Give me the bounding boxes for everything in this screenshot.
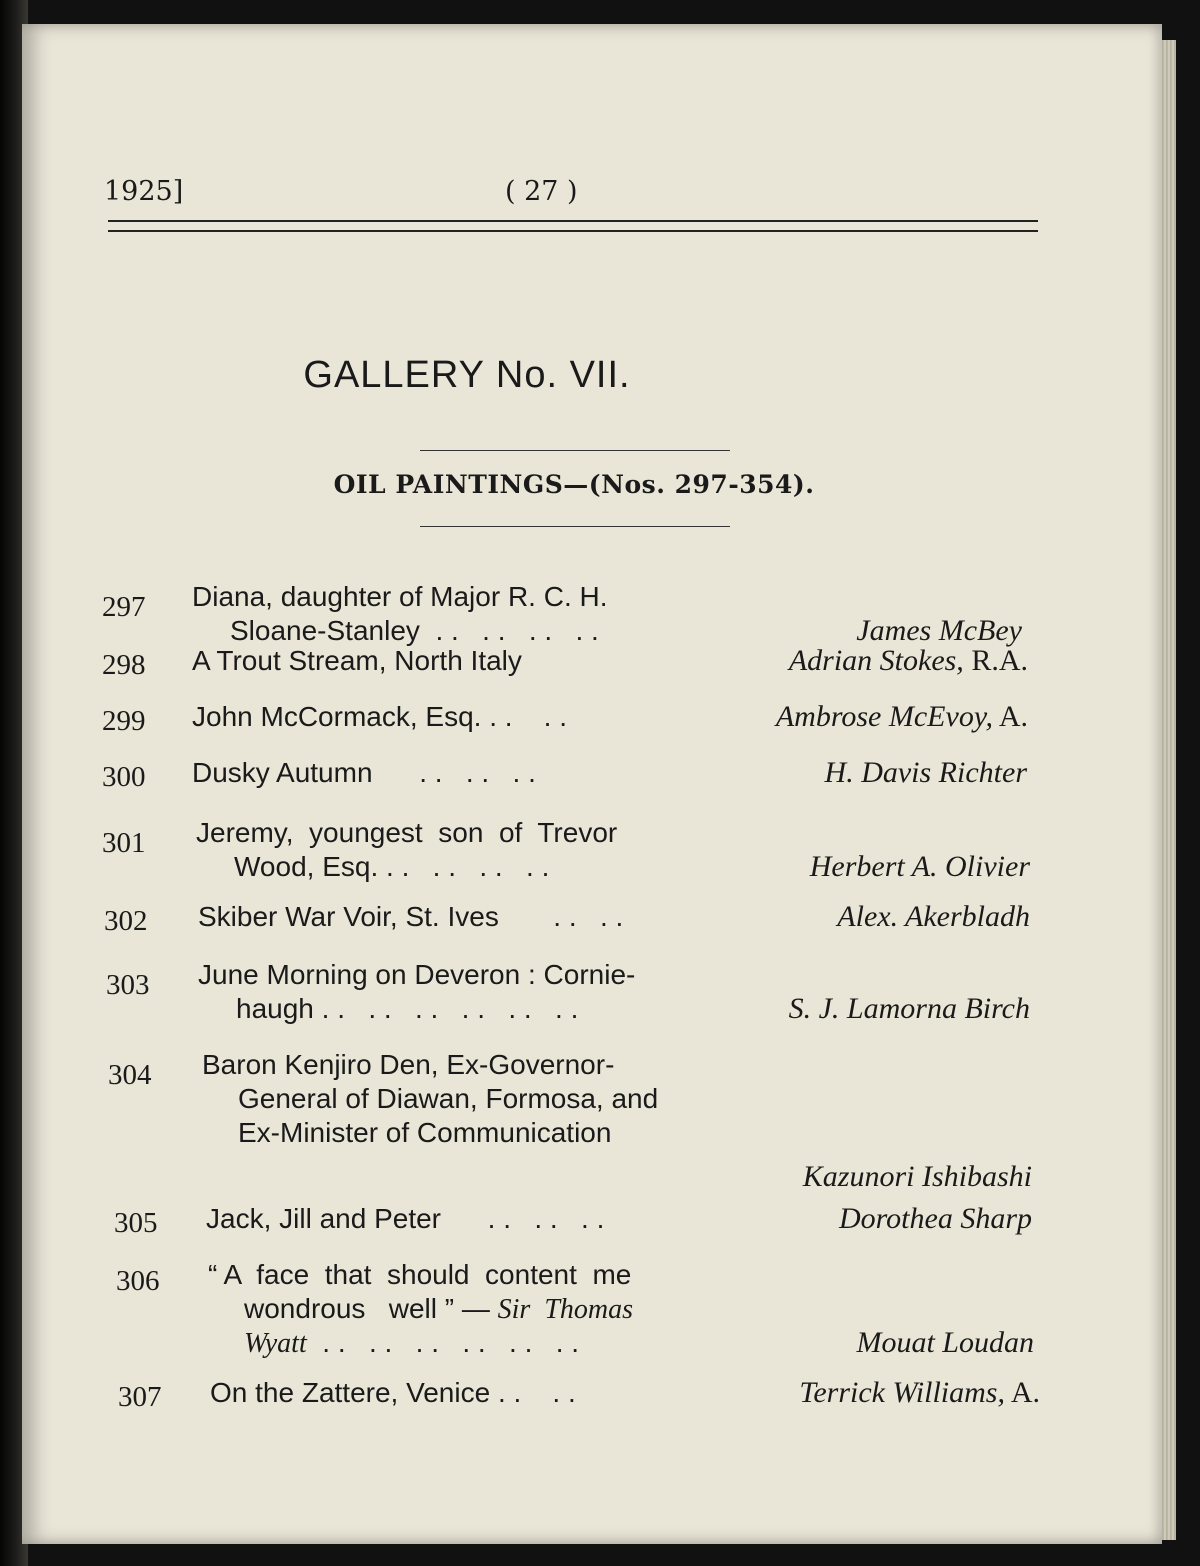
entry-number: 300 (102, 761, 146, 793)
catalogue-entry (102, 700, 1028, 740)
entry-number: 305 (114, 1207, 158, 1239)
entry-artist (776, 700, 1028, 734)
artist-suffix: A. (992, 700, 1028, 733)
section-title: OIL PAINTINGS—(Nos. 297-354). (333, 470, 815, 499)
entry-title: Jack, Jill and Peter . . . . . . (206, 1203, 605, 1234)
entry-number: 303 (106, 969, 150, 1001)
catalogue-entry (116, 1258, 1034, 1364)
entry-title: On the Zattere, Venice . . . . (210, 1377, 576, 1408)
header-rule (108, 220, 1038, 232)
entry-artist (856, 614, 1022, 648)
quote-author-cont: Wyatt (244, 1328, 307, 1359)
entry-number: 301 (102, 827, 146, 859)
header-year: 1925] (104, 176, 184, 207)
catalogue-entry (102, 644, 1028, 684)
page-edges (1160, 40, 1176, 1540)
artist-suffix: A. (1004, 1376, 1040, 1409)
entry-title: Dusky Autumn . . . . . . (192, 757, 536, 788)
entry-artist (856, 1326, 1034, 1360)
page-number: ( 27 ) (505, 176, 578, 207)
entry-artist (810, 850, 1030, 884)
entry-artist (825, 756, 1027, 790)
catalogue-entry (102, 816, 1030, 886)
catalogue-entry (102, 580, 1022, 650)
entry-title: Jeremy, youngest son of Trevor (196, 817, 618, 848)
entry-number: 307 (118, 1381, 162, 1413)
entry-title-cont (244, 1326, 579, 1361)
artist-name: Kazunori Ishibashi (802, 1160, 1032, 1193)
artist-name: H. Davis Richter (824, 756, 1027, 789)
entry-number: 298 (102, 649, 146, 681)
quote-author: Sir Thomas (497, 1294, 634, 1325)
quote-text: wondrous well ” — (244, 1293, 498, 1324)
entry-title: Skiber War Voir, St. Ives . . . . (198, 901, 624, 932)
entry-title: Diana, daughter of Major R. C. H. (192, 581, 608, 612)
title-rule-bottom (420, 526, 730, 527)
entry-number: 306 (116, 1265, 160, 1297)
entry-artist (799, 1376, 1040, 1410)
entry-number: 299 (102, 705, 146, 737)
entry-title-cont: General of Diawan, Formosa, and (238, 1083, 659, 1114)
entry-artist (789, 644, 1028, 678)
entry-artist (839, 1202, 1032, 1236)
entry-title: “ A face that should content me (208, 1259, 632, 1290)
leader-dots: . . . . . . . . . . . . (306, 1327, 580, 1358)
artist-name: Ambrose McEvoy, (775, 700, 993, 733)
entry-number: 304 (108, 1059, 152, 1091)
entry-title-cont: Ex-Minister of Communication (238, 1117, 612, 1148)
entry-title: John McCormack, Esq. . . . . (192, 701, 567, 732)
catalogue-entry (114, 1202, 1032, 1242)
artist-name: James McBey (856, 614, 1022, 647)
entry-number: 302 (104, 905, 148, 937)
entry-number: 297 (102, 591, 146, 623)
entry-title-cont: haugh . . . . . . . . . . . . (236, 993, 579, 1024)
entry-artist (837, 900, 1030, 934)
catalogue-entry (104, 900, 1030, 940)
catalogue-page (22, 24, 1162, 1544)
artist-name: Dorothea Sharp (838, 1202, 1032, 1235)
artist-name: Herbert A. Olivier (809, 850, 1030, 883)
entry-title-cont (244, 1292, 633, 1327)
entry-title: A Trout Stream, North Italy (192, 645, 522, 676)
entry-artist (789, 992, 1030, 1026)
entry-title: Baron Kenjiro Den, Ex-Governor- (202, 1049, 615, 1080)
entry-title-cont: Sloane-Stanley . . . . . . . . (230, 615, 599, 646)
entry-title-cont: Wood, Esq. . . . . . . . . (234, 851, 550, 882)
artist-suffix: R.A. (963, 644, 1028, 677)
artist-name: S. J. Lamorna Birch (788, 992, 1030, 1025)
catalogue-entry (108, 1048, 1032, 1193)
catalogue-entry (106, 958, 1030, 1028)
catalogue-entry (102, 756, 1027, 796)
entry-title: June Morning on Deveron : Cornie- (198, 959, 636, 990)
entry-artist (803, 1160, 1032, 1194)
catalogue-entry (118, 1376, 1040, 1416)
artist-name: Terrick Williams, (799, 1376, 1005, 1409)
artist-name: Mouat Loudan (856, 1326, 1034, 1359)
artist-name: Alex. Akerbladh (837, 900, 1030, 933)
gallery-title: GALLERY No. VII. (303, 354, 631, 396)
title-rule-top (420, 450, 730, 451)
artist-name: Adrian Stokes, (788, 644, 964, 677)
